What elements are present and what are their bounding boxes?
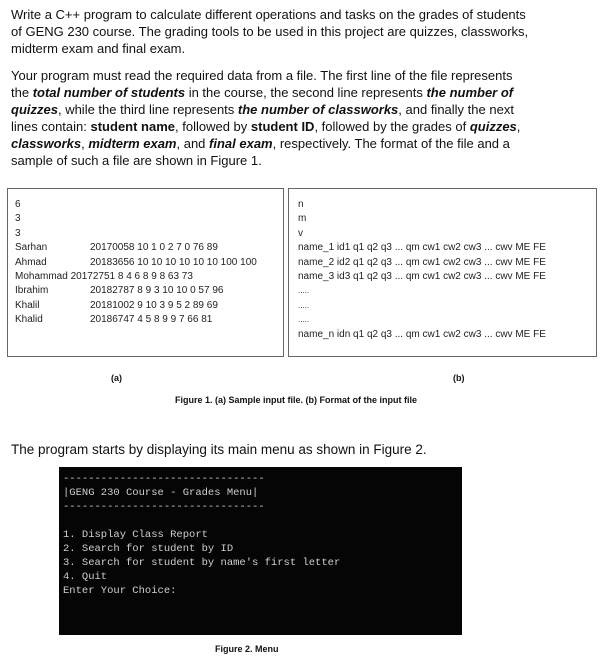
emphasis-total-students: total number of students [32, 85, 186, 100]
paragraph-line: quizzes, while the third line represents the number of classworks, and finally the next [11, 102, 514, 117]
menu-intro-paragraph: The program starts by displaying its main menu as shown in Figure 2. [11, 442, 427, 457]
console-rule: -------------------------------- [63, 501, 265, 513]
format-line: v [298, 227, 303, 239]
format-record: name_n idn q1 q2 q3 ... qm cw1 cw2 cw3 ... cwv ME FE [298, 328, 546, 340]
emphasis-student-id: student ID [250, 119, 315, 134]
console-rule: -------------------------------- [63, 473, 265, 485]
console-menu-item: 1. Display Class Report [63, 529, 208, 541]
paragraph-line: classworks, midterm exam, and final exam, respectively. The format of the file and a [11, 136, 510, 151]
format-ellipsis: ..... [298, 315, 310, 325]
format-record: name_2 id2 q1 q2 q3 ... qm cw1 cw2 cw3 ... cwv ME FE [298, 256, 546, 268]
format-record: name_3 id3 q1 q2 q3 ... qm cw1 cw2 cw3 ... cwv ME FE [298, 270, 546, 282]
subfigure-label-b: (b) [453, 373, 465, 383]
format-record: name_1 id1 q1 q2 q3 ... qm cw1 cw2 cw3 ... cwv ME FE [298, 242, 546, 254]
file-record: Sarhan 20170058 10 1 0 2 7 0 76 89 [15, 242, 218, 254]
file-record: Mohammad 20172751 8 4 6 8 9 8 63 73 [15, 270, 193, 282]
intro-paragraph [11, 6, 559, 57]
format-line: n [298, 199, 304, 210]
emphasis-midterm: midterm exam [88, 136, 177, 151]
emphasis-number-of: the number of [426, 85, 514, 100]
emphasis-final: final exam [209, 136, 273, 151]
paragraph-line: sample of such a file are shown in Figure 1. [11, 153, 262, 168]
input-format-box [288, 188, 597, 357]
intro-line: Write a C++ program to calculate different operations and tasks on the grades of students [11, 7, 526, 22]
console-menu-item: 2. Search for student by ID [63, 543, 234, 555]
figure-1-caption: Figure 1. (a) Sample input file. (b) Format of the input file [175, 395, 418, 405]
file-record: Khalid 20186747 4 5 8 9 9 7 66 81 [15, 314, 213, 326]
sample-input-file-box [7, 188, 284, 357]
console-menu-item: 3. Search for student by name's first letter [63, 557, 341, 569]
file-format-paragraph [11, 67, 559, 169]
console-window [59, 467, 462, 635]
file-line: 6 [15, 199, 21, 210]
console-blank [63, 514, 340, 528]
intro-line: midterm exam and final exam. [11, 41, 186, 56]
paragraph-line: lines contain: student name, followed by student ID, followed by the grades of quizzes, [11, 119, 521, 134]
format-ellipsis: ..... [298, 300, 310, 310]
paragraph-line: Your program must read the required data from a file. The first line of the file represents [11, 68, 513, 83]
subfigure-label-a: (a) [111, 373, 122, 383]
file-line: 3 [15, 227, 21, 239]
format-ellipsis: ..... [298, 286, 310, 296]
figure-2-caption: Figure 2. Menu [215, 644, 279, 654]
emphasis-classworks: classworks [11, 136, 82, 151]
console-menu-item: 4. Quit [63, 571, 108, 583]
console-prompt: Enter Your Choice: [63, 585, 177, 597]
format-line: m [298, 213, 307, 225]
emphasis-classworks-count: the number of classworks [237, 102, 399, 117]
file-record: Ibrahim 20182787 8 9 3 10 10 0 57 96 [15, 285, 224, 297]
intro-line: of GENG 230 course. The grading tools to be used in this project are quizzes, classworks, [11, 24, 529, 39]
paragraph-line: the total number of students in the course, the second line represents the number of [11, 85, 514, 100]
emphasis-quizzes-grades: quizzes [469, 119, 517, 134]
console-menu-title: |GENG 230 Course - Grades Menu| [63, 487, 259, 499]
emphasis-quizzes: quizzes [11, 102, 58, 117]
file-record: Khalil 20181002 9 10 3 9 5 2 89 69 [15, 299, 218, 311]
file-line: 3 [15, 213, 21, 225]
file-record: Ahmad 20183656 10 10 10 10 10 10 100 100 [15, 256, 257, 268]
emphasis-student-name: student name [90, 119, 176, 134]
